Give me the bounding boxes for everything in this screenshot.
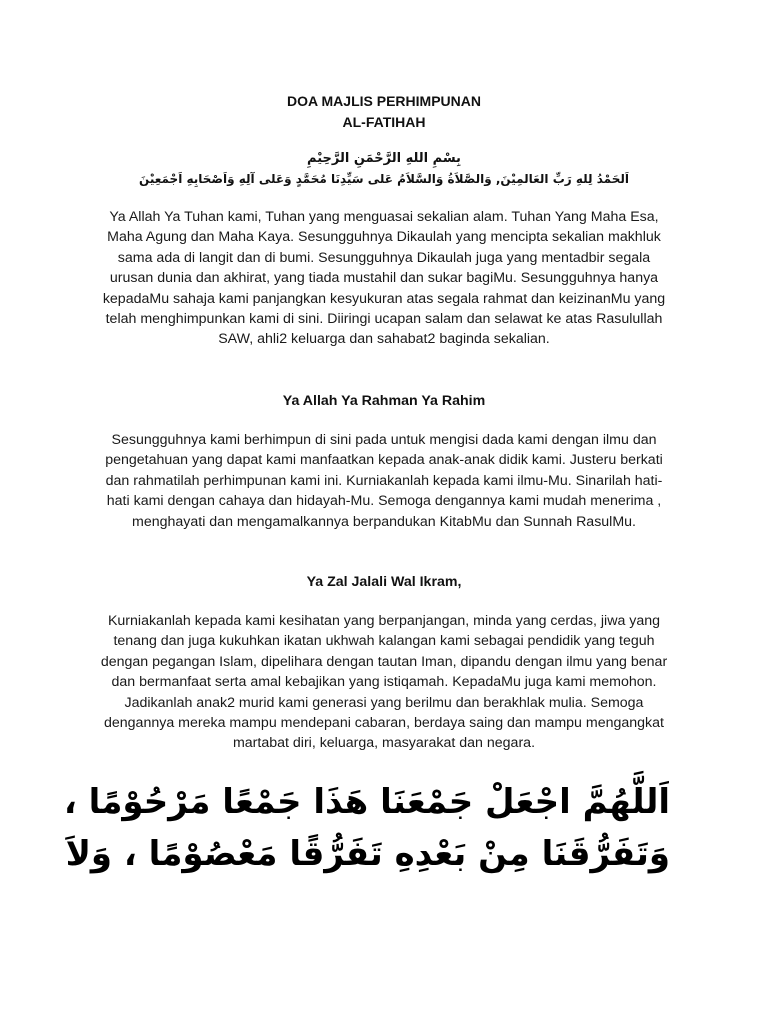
document-subtitle: AL-FATIHAH — [342, 114, 426, 130]
document-title: DOA MAJLIS PERHIMPUNAN — [287, 93, 481, 109]
paragraph-knowledge: Sesungguhnya kami berhimpun di sini pada untuk mengisi dada kami dengan ilmu dan pengetahuan yang dapat kami manfaatkan kepada anak-anak didik kami. Justeru berkati dan rahmatilah perhimpunan kami ini. Kurniakanlah kepada kami ilmu-Mu. Sinarilah hati-hati kami dengan cahaya dan hidayah-Mu. Semoga dengannya kami mudah menerima , menghayati dan mengamalkannya berpandukan KitabMu dan Sunnah RasulMu. — [105, 432, 663, 530]
arabic-prayer-line-1: اَللَّهُمَّ اجْعَلْ جَمْعَنَا هَذَا جَمْعًا مَرْحُوْمًا ، — [63, 782, 670, 822]
arabic-prayer-line-2: وَتَفَرُّقَنَا مِنْ بَعْدِهِ تَفَرُّقًا مَعْصُوْمًا ، وَلاَ — [65, 834, 670, 874]
paragraph-opening: Ya Allah Ya Tuhan kami, Tuhan yang menguasai sekalian alam. Tuhan Yang Maha Esa, Maha Agung dan Maha Kaya. Sesungguhnya Dikaulah yang mencipta sekalian makhluk sama ada di langit dan di bumi. Sesungguhnya Dikaulah juga yang mentadbir segala urusan dunia dan akhirat, yang tiada mustahil dan sukar bagiMu. Sesungguhnya hanya kepadaMu sahaja kami panjangkan kesyukuran atas segala rahmat dan keizinanMu yang telah menghimpunkan kami di sini. Diiringi ucapan salam dan selawat ke atas Rasulullah SAW, ahli2 keluarga dan sahabat2 baginda sekalian. — [102, 209, 666, 348]
section-heading-rahman: Ya Allah Ya Rahman Ya Rahim — [282, 393, 486, 409]
section-heading-jalali: Ya Zal Jalali Wal Ikram, — [306, 574, 462, 590]
arabic-praise: اَلحَمْدُ لِلهِ رَبِّ العَالمِيْنَ, وَالصَّلاَةُ وَالسَّلاَمُ عَلى سَيِّدِنَا مُحَمَّدٍ وَعَلى آلِهِ وَاَصْحَابِهِ اَجْمَعِيْنَ — [139, 172, 629, 186]
paragraph-health: Kurniakanlah kepada kami kesihatan yang berpanjangan, minda yang cerdas, jiwa yang tenang dan juga kukuhkan ikatan ukhwah kalangan kami sebagai pendidik yang teguh dengan pegangan Islam, dipelihara dengan tautan Iman, dipandu dengan ilmu yang benar dan bermanfaat serta amal kebajikan yang istiqamah. KepadaMu juga kami memohon. Jadikanlah anak2 murid kami generasi yang berilmu dan berakhlak mulia. Semoga dengannya mereka mampu mendepani cabaran, berdaya saing dan mampu mengangkat martabat diri, keluarga, masyarakat dan negara. — [100, 613, 668, 752]
arabic-bismillah: بِسْمِ اللهِ الرَّحْمَنِ الرَّحِيْمِ — [307, 151, 461, 166]
